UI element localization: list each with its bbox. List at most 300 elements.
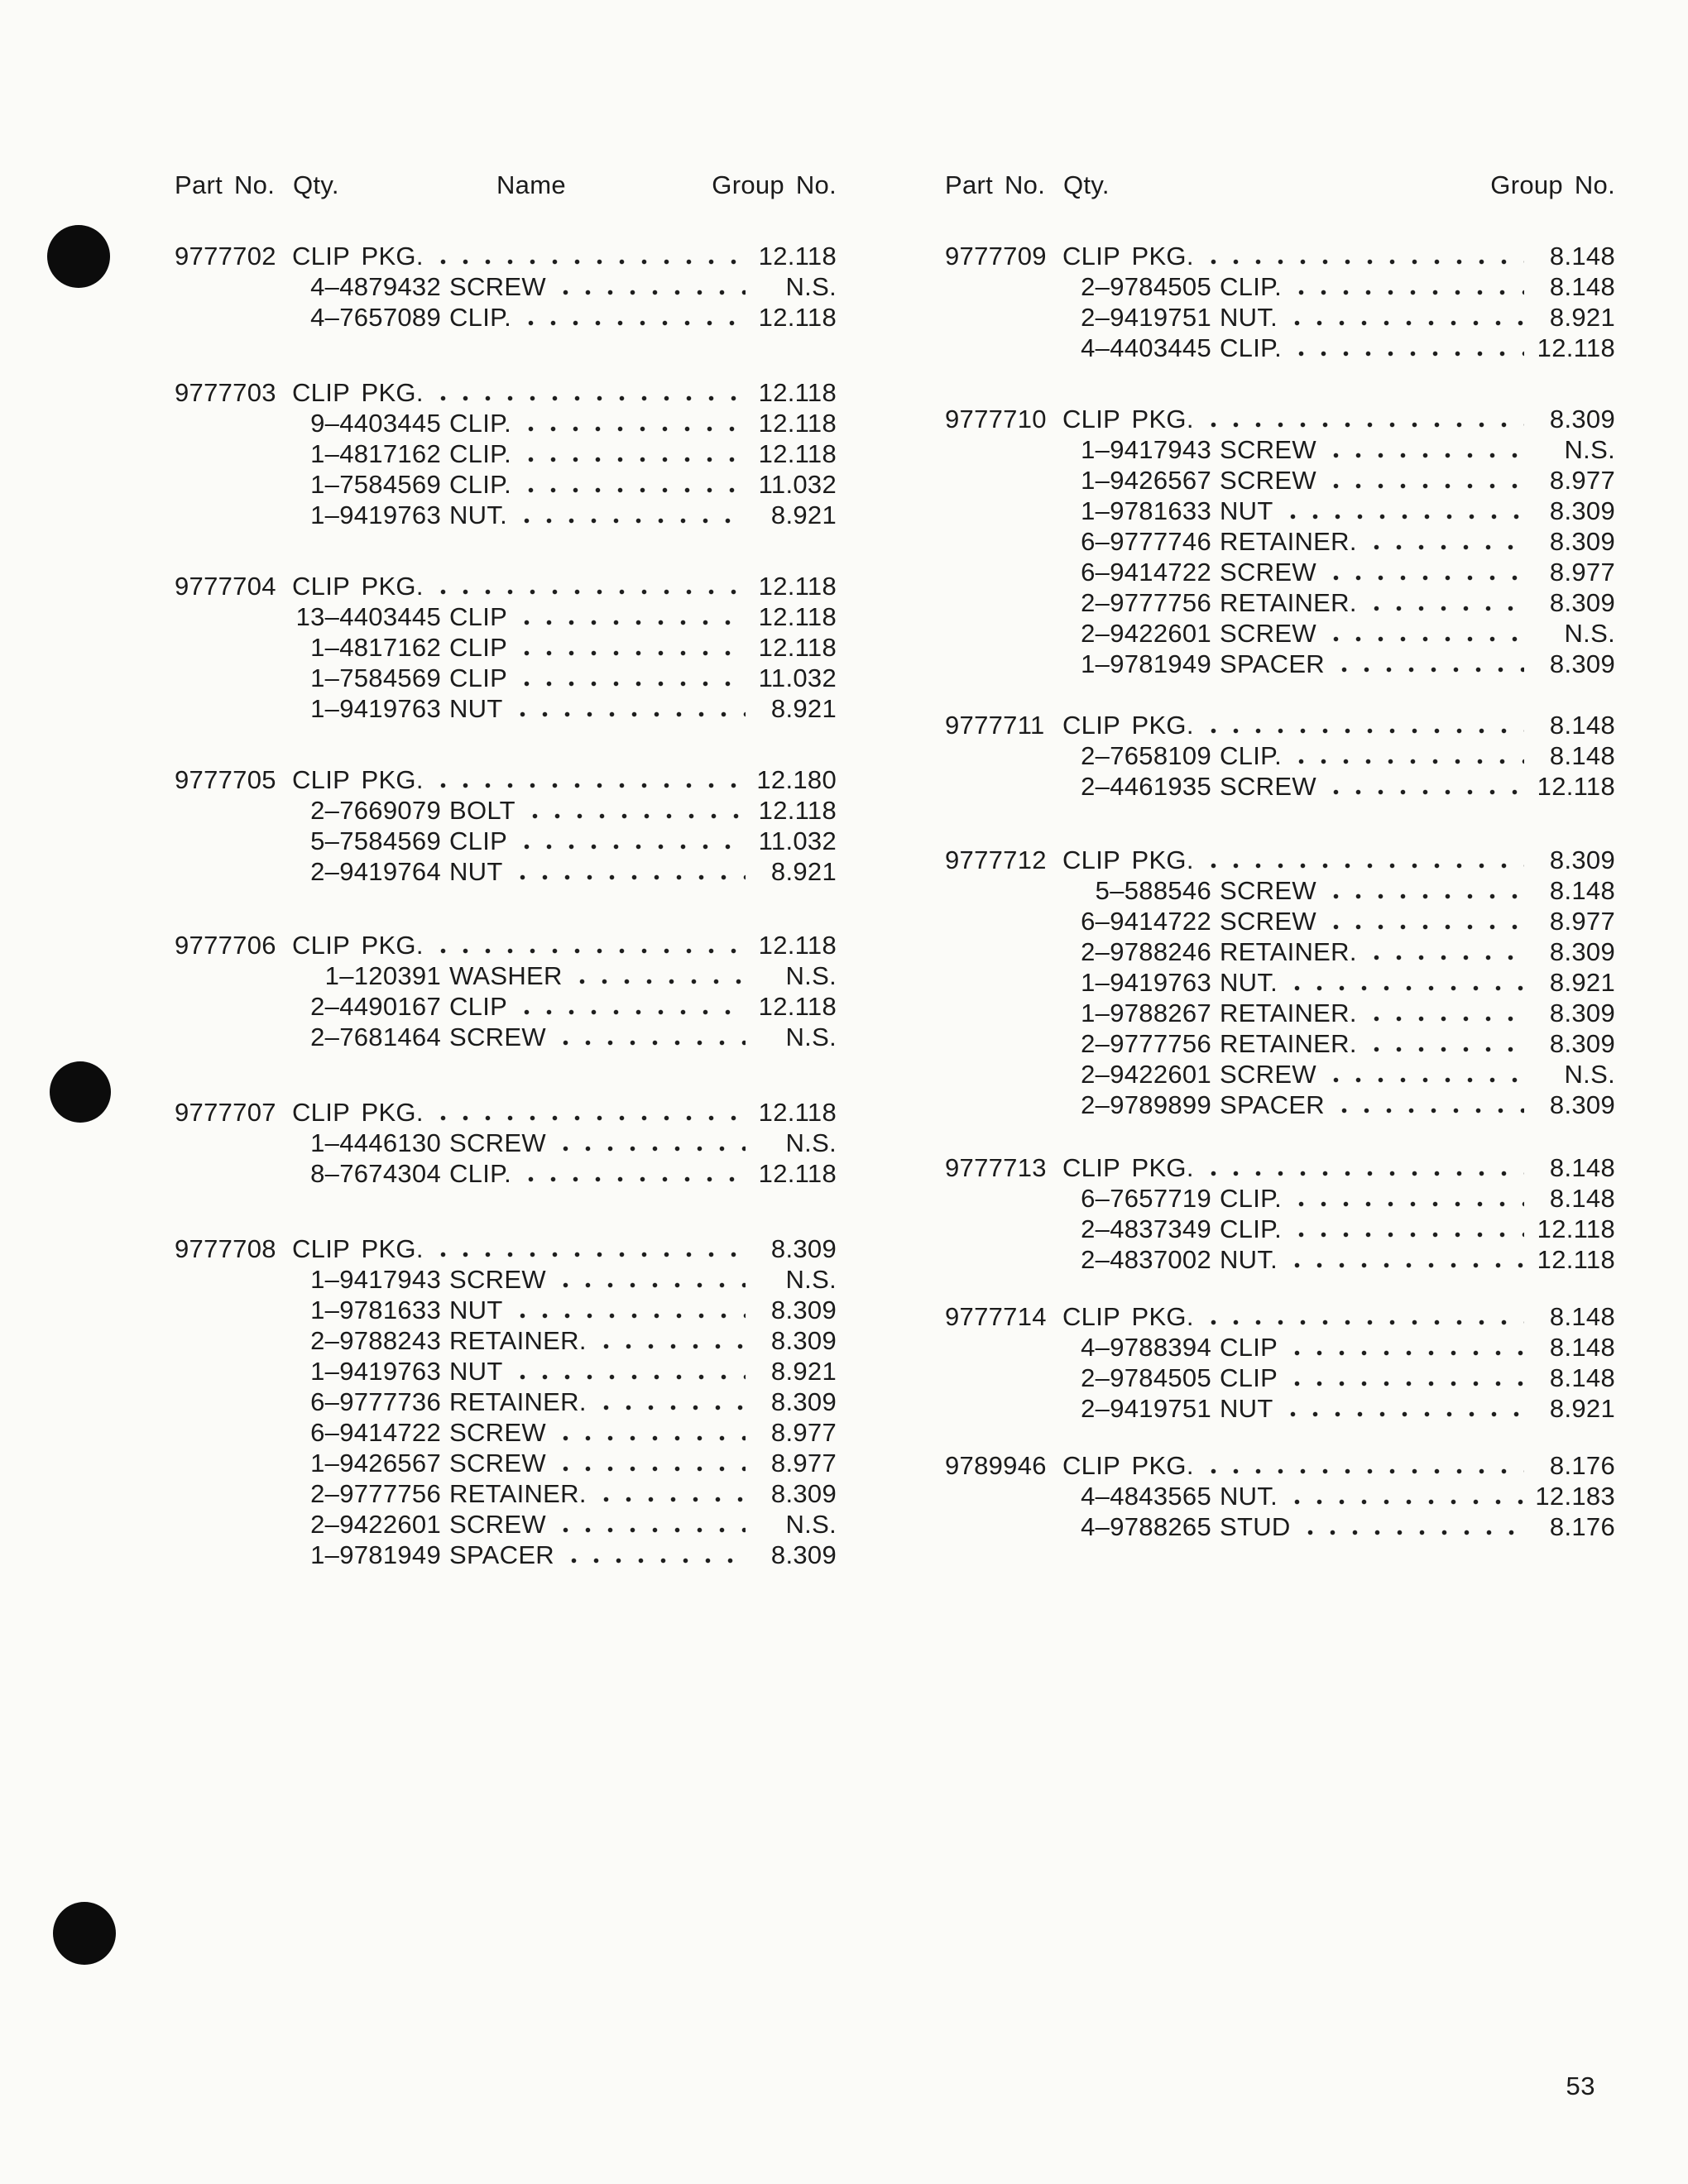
part-number: 9777704 xyxy=(175,572,276,601)
item-qty-part: 2–9777756 xyxy=(1081,1029,1211,1058)
part-number: 9777711 xyxy=(945,711,1045,740)
item-qty-part: 6–9414722 xyxy=(310,1418,441,1447)
header-part-no: Part No. xyxy=(945,170,1046,199)
item-qty-part: 2–9784505 xyxy=(1081,1363,1211,1392)
entry-head-row xyxy=(175,1097,837,1128)
item-name: SCREW xyxy=(1220,558,1316,587)
dot-leader xyxy=(1211,862,1524,869)
part-name: CLIP PKG. xyxy=(1062,242,1194,271)
dot-leader xyxy=(1298,350,1524,357)
entry-head-row xyxy=(945,1152,1615,1183)
item-qty-part: 1–9781633 xyxy=(1081,496,1211,525)
item-qty-part: 2–7658109 xyxy=(1081,741,1211,770)
item-qty-part: 1–120391 xyxy=(324,961,441,990)
item-qty-part: 2–9419751 xyxy=(1081,1394,1211,1423)
item-group-number: 8.921 xyxy=(770,694,837,723)
item-qty-part: 4–9788265 xyxy=(1081,1512,1211,1541)
dot-leader xyxy=(1333,482,1524,490)
item-row xyxy=(175,469,837,500)
item-group-number: 12.118 xyxy=(758,796,837,825)
dot-leader xyxy=(563,1434,746,1442)
item-qty-part: 1–7584569 xyxy=(310,663,441,692)
dot-leader xyxy=(520,1312,746,1320)
item-qty-part: 2–7681464 xyxy=(310,1023,441,1051)
item-list xyxy=(175,408,837,530)
item-row xyxy=(175,795,837,826)
item-row xyxy=(945,465,1615,496)
dot-leader xyxy=(1333,788,1524,796)
item-qty-part: 13–4403445 xyxy=(295,602,441,631)
item-row xyxy=(945,1214,1615,1244)
part-entry xyxy=(945,710,1615,802)
item-group-number: 8.309 xyxy=(1549,496,1615,525)
dot-leader xyxy=(563,289,746,296)
item-row xyxy=(175,1325,837,1356)
part-number: 9777708 xyxy=(175,1234,276,1263)
item-group-number: 8.309 xyxy=(770,1326,837,1355)
item-qty-part: 4–4843565 xyxy=(1081,1482,1211,1511)
item-name: BOLT xyxy=(449,796,516,825)
item-row xyxy=(175,663,837,693)
dot-leader xyxy=(579,978,746,985)
dot-leader xyxy=(524,843,746,850)
item-name: RETAINER. xyxy=(1220,999,1357,1027)
dot-leader xyxy=(524,517,746,524)
dot-leader xyxy=(1298,289,1524,296)
dot-leader xyxy=(1294,984,1524,992)
item-row xyxy=(175,302,837,333)
dot-leader xyxy=(1294,1349,1524,1357)
item-row xyxy=(945,526,1615,557)
part-entry xyxy=(175,930,837,1052)
item-name: SCREW xyxy=(449,1449,546,1478)
item-qty-part: 2–9422601 xyxy=(1081,1060,1211,1089)
item-name: SPACER xyxy=(1220,649,1325,678)
item-row xyxy=(945,649,1615,679)
item-group-number: N.S. xyxy=(785,1265,837,1294)
item-qty-part: 9–4403445 xyxy=(310,409,441,438)
group-number: 8.148 xyxy=(1549,1153,1615,1182)
item-qty-part: 1–4446130 xyxy=(310,1128,441,1157)
item-row xyxy=(945,1481,1615,1511)
dot-leader xyxy=(1294,319,1524,327)
item-name: NUT xyxy=(449,694,503,723)
item-name: CLIP xyxy=(449,826,508,855)
item-group-number: 8.309 xyxy=(1549,1029,1615,1058)
item-name: CLIP. xyxy=(449,439,512,468)
part-number: 9777709 xyxy=(945,242,1047,271)
item-name: SPACER xyxy=(1220,1090,1325,1119)
item-group-number: 12.118 xyxy=(758,992,837,1021)
dot-leader xyxy=(1298,1231,1524,1238)
group-number: 8.148 xyxy=(1549,711,1615,740)
item-qty-part: 1–9419763 xyxy=(1081,968,1211,997)
dot-leader xyxy=(571,1557,746,1564)
item-qty-part: 5–7584569 xyxy=(310,826,441,855)
item-list xyxy=(175,960,837,1052)
item-row xyxy=(175,826,837,856)
item-name: SCREW xyxy=(449,1128,546,1157)
part-name: CLIP PKG. xyxy=(1062,1302,1194,1331)
item-group-number: 8.921 xyxy=(1549,1394,1615,1423)
item-group-number: 8.309 xyxy=(770,1540,837,1569)
entry-head-row xyxy=(175,377,837,408)
dot-leader xyxy=(440,782,746,789)
dot-leader xyxy=(1374,1015,1524,1023)
item-group-number: 8.309 xyxy=(770,1479,837,1508)
item-qty-part: 2–9789899 xyxy=(1081,1090,1211,1119)
item-row xyxy=(175,500,837,530)
item-list xyxy=(175,795,837,887)
item-name: NUT. xyxy=(1220,1482,1278,1511)
item-row xyxy=(945,740,1615,771)
dot-leader xyxy=(1294,1498,1523,1506)
part-name: CLIP PKG. xyxy=(1062,1451,1194,1480)
item-qty-part: 1–7584569 xyxy=(310,470,441,499)
dot-leader xyxy=(528,425,746,433)
item-row xyxy=(945,434,1615,465)
item-row xyxy=(945,1511,1615,1542)
item-name: RETAINER. xyxy=(1220,527,1357,556)
item-name: CLIP xyxy=(449,602,508,631)
item-group-number: 8.921 xyxy=(770,857,837,886)
item-qty-part: 2–9422601 xyxy=(310,1510,441,1539)
item-group-number: 12.118 xyxy=(758,303,837,332)
item-name: CLIP xyxy=(1220,1333,1278,1362)
column-header xyxy=(175,170,837,200)
item-list xyxy=(175,1264,837,1570)
dot-leader xyxy=(563,1039,746,1046)
dot-leader xyxy=(563,1526,746,1534)
item-row xyxy=(945,1183,1615,1214)
item-qty-part: 1–4817162 xyxy=(310,633,441,662)
dot-leader xyxy=(532,812,746,820)
dot-leader xyxy=(1333,1076,1524,1084)
dot-leader xyxy=(603,1343,746,1350)
item-qty-part: 5–588546 xyxy=(1095,876,1211,905)
item-name: SCREW xyxy=(449,1023,546,1051)
item-name: WASHER xyxy=(449,961,563,990)
part-entry xyxy=(945,1301,1615,1424)
dot-leader xyxy=(520,711,746,718)
header-name: Name xyxy=(496,170,566,199)
item-name: RETAINER. xyxy=(449,1326,587,1355)
page-number: 53 xyxy=(1566,2071,1595,2100)
item-name: SCREW xyxy=(1220,772,1316,801)
item-row xyxy=(945,875,1615,906)
dot-leader xyxy=(528,319,746,327)
group-number: 12.118 xyxy=(758,1098,837,1127)
dot-leader xyxy=(440,588,746,596)
item-qty-part: 1–9426567 xyxy=(310,1449,441,1478)
item-list xyxy=(945,271,1615,363)
item-list xyxy=(945,740,1615,802)
item-group-number: 8.148 xyxy=(1549,741,1615,770)
item-qty-part: 2–4837349 xyxy=(1081,1214,1211,1243)
dot-leader xyxy=(1294,1380,1524,1387)
part-name: CLIP PKG. xyxy=(292,1234,424,1263)
item-name: CLIP. xyxy=(1220,1184,1283,1213)
item-qty-part: 2–9777756 xyxy=(310,1479,441,1508)
item-name: NUT. xyxy=(1220,303,1278,332)
item-name: CLIP. xyxy=(1220,1214,1283,1243)
item-group-number: N.S. xyxy=(1564,1060,1615,1089)
part-name: CLIP PKG. xyxy=(1062,711,1194,740)
item-group-number: 8.309 xyxy=(1549,937,1615,966)
item-name: SCREW xyxy=(449,272,546,301)
item-row xyxy=(945,936,1615,967)
item-row xyxy=(175,1387,837,1417)
dot-leader xyxy=(440,1114,746,1122)
binder-hole-dot xyxy=(50,1061,111,1123)
item-row xyxy=(175,1264,837,1295)
item-row xyxy=(175,991,837,1022)
item-name: NUT xyxy=(449,1357,503,1386)
item-group-number: N.S. xyxy=(1564,435,1615,464)
part-number: 9777713 xyxy=(945,1153,1047,1182)
item-row xyxy=(175,1448,837,1478)
dot-leader xyxy=(440,1251,746,1258)
item-name: NUT. xyxy=(1220,968,1278,997)
item-group-number: 8.148 xyxy=(1549,1363,1615,1392)
item-group-number: 8.921 xyxy=(770,500,837,529)
item-group-number: 12.118 xyxy=(1537,333,1615,362)
part-name: CLIP PKG. xyxy=(292,572,424,601)
entry-head-row xyxy=(945,1301,1615,1332)
part-entry xyxy=(945,404,1615,679)
dot-leader xyxy=(1294,1262,1524,1269)
dot-leader xyxy=(1211,421,1524,429)
part-entry xyxy=(175,764,837,887)
item-group-number: 8.977 xyxy=(770,1418,837,1447)
item-group-number: 12.118 xyxy=(1537,1214,1615,1243)
item-group-number: 12.118 xyxy=(758,439,837,468)
item-name: CLIP. xyxy=(1220,741,1283,770)
header-qty: Qty. xyxy=(293,170,339,199)
part-name: CLIP PKG. xyxy=(1062,845,1194,874)
item-qty-part: 1–9781633 xyxy=(310,1296,441,1324)
part-number: 9777712 xyxy=(945,845,1047,874)
header-group-no: Group No. xyxy=(1490,170,1615,199)
item-name: SCREW xyxy=(1220,907,1316,936)
part-entry xyxy=(175,1233,837,1570)
item-name: RETAINER. xyxy=(1220,588,1357,617)
part-number: 9777714 xyxy=(945,1302,1047,1331)
item-qty-part: 1–9781949 xyxy=(1081,649,1211,678)
dot-leader xyxy=(524,619,746,626)
dot-leader xyxy=(1341,1107,1524,1114)
item-qty-part: 1–9426567 xyxy=(1081,466,1211,495)
item-row xyxy=(945,587,1615,618)
item-name: SPACER xyxy=(449,1540,554,1569)
item-group-number: 12.183 xyxy=(1535,1482,1615,1511)
entry-head-row xyxy=(175,241,837,271)
item-row xyxy=(175,1128,837,1158)
item-row xyxy=(945,1332,1615,1363)
dot-leader xyxy=(1290,1410,1524,1418)
item-row xyxy=(175,1295,837,1325)
binder-hole-dot xyxy=(53,1902,116,1965)
item-name: SCREW xyxy=(449,1265,546,1294)
item-row xyxy=(945,967,1615,998)
item-name: SCREW xyxy=(1220,435,1316,464)
item-row xyxy=(175,1478,837,1509)
item-group-number: 12.118 xyxy=(758,602,837,631)
part-entry xyxy=(175,377,837,530)
item-qty-part: 6–9777746 xyxy=(1081,527,1211,556)
item-row xyxy=(945,906,1615,936)
item-group-number: 8.309 xyxy=(770,1296,837,1324)
dot-leader xyxy=(1211,1468,1524,1475)
dot-leader xyxy=(524,680,746,687)
item-qty-part: 1–9417943 xyxy=(310,1265,441,1294)
item-name: NUT xyxy=(1220,1394,1273,1423)
item-qty-part: 1–9788267 xyxy=(1081,999,1211,1027)
entry-head-row xyxy=(945,845,1615,875)
parts-column-left xyxy=(175,170,837,1570)
item-row xyxy=(945,333,1615,363)
part-name: CLIP PKG. xyxy=(1062,1153,1194,1182)
entry-head-row xyxy=(175,930,837,960)
item-qty-part: 2–7669079 xyxy=(310,796,441,825)
dot-leader xyxy=(1290,513,1524,520)
dot-leader xyxy=(1333,635,1524,643)
item-group-number: 8.977 xyxy=(1549,907,1615,936)
item-list xyxy=(945,1481,1615,1542)
item-name: SCREW xyxy=(1220,876,1316,905)
item-row xyxy=(945,1028,1615,1059)
dot-leader xyxy=(528,486,746,494)
item-group-number: 12.118 xyxy=(758,1159,837,1188)
dot-leader xyxy=(528,456,746,463)
item-name: CLIP. xyxy=(1220,333,1283,362)
item-row xyxy=(175,271,837,302)
item-row xyxy=(175,601,837,632)
entry-list xyxy=(945,241,1615,1542)
dot-leader xyxy=(520,1373,746,1381)
item-qty-part: 2–9419751 xyxy=(1081,303,1211,332)
entry-head-row xyxy=(945,241,1615,271)
dot-leader xyxy=(1211,727,1524,735)
item-qty-part: 2–9777756 xyxy=(1081,588,1211,617)
dot-leader xyxy=(1298,758,1524,765)
item-qty-part: 2–4837002 xyxy=(1081,1245,1211,1274)
item-group-number: 8.309 xyxy=(770,1387,837,1416)
item-qty-part: 2–9422601 xyxy=(1081,619,1211,648)
item-qty-part: 2–4490167 xyxy=(310,992,441,1021)
item-row xyxy=(945,618,1615,649)
item-name: SCREW xyxy=(449,1510,546,1539)
dot-leader xyxy=(1211,258,1524,266)
item-group-number: 8.309 xyxy=(1549,999,1615,1027)
item-group-number: N.S. xyxy=(785,1128,837,1157)
item-name: CLIP. xyxy=(449,303,512,332)
dot-leader xyxy=(528,1176,746,1183)
column-header xyxy=(945,170,1615,200)
item-row xyxy=(945,771,1615,802)
header-group-no: Group No. xyxy=(712,170,837,199)
item-group-number: 8.309 xyxy=(1549,527,1615,556)
group-number: 12.118 xyxy=(758,572,837,601)
group-number: 8.148 xyxy=(1549,1302,1615,1331)
item-row xyxy=(945,1244,1615,1275)
item-row xyxy=(175,408,837,438)
item-row xyxy=(945,998,1615,1028)
item-qty-part: 4–9788394 xyxy=(1081,1333,1211,1362)
part-name: CLIP PKG. xyxy=(292,378,424,407)
item-qty-part: 1–4817162 xyxy=(310,439,441,468)
item-row xyxy=(175,693,837,724)
dot-leader xyxy=(1333,452,1524,459)
item-name: NUT. xyxy=(449,500,508,529)
item-group-number: 8.977 xyxy=(1549,558,1615,587)
item-name: SCREW xyxy=(1220,1060,1316,1089)
header-qty: Qty. xyxy=(1063,170,1110,199)
dot-leader xyxy=(563,1281,746,1289)
item-list xyxy=(945,1332,1615,1424)
item-name: CLIP xyxy=(449,992,508,1021)
item-group-number: 12.118 xyxy=(1537,772,1615,801)
part-name: CLIP PKG. xyxy=(292,1098,424,1127)
item-group-number: 8.148 xyxy=(1549,272,1615,301)
dot-leader xyxy=(1307,1529,1524,1536)
dot-leader xyxy=(1374,605,1524,612)
entry-head-row xyxy=(945,404,1615,434)
item-qty-part: 6–7657719 xyxy=(1081,1184,1211,1213)
item-name: CLIP xyxy=(449,633,508,662)
part-number: 9789946 xyxy=(945,1451,1047,1480)
group-number: 8.148 xyxy=(1549,242,1615,271)
group-number: 8.309 xyxy=(770,1234,837,1263)
dot-leader xyxy=(1341,666,1524,673)
group-number: 12.118 xyxy=(758,931,837,960)
item-name: NUT xyxy=(449,1296,503,1324)
item-group-number: 8.309 xyxy=(1549,649,1615,678)
item-group-number: N.S. xyxy=(785,961,837,990)
item-name: SCREW xyxy=(1220,619,1316,648)
item-group-number: 8.148 xyxy=(1549,1333,1615,1362)
item-qty-part: 1–9419763 xyxy=(310,694,441,723)
item-group-number: 8.309 xyxy=(1549,588,1615,617)
dot-leader xyxy=(440,395,746,402)
dot-leader xyxy=(1211,1319,1524,1326)
dot-leader xyxy=(524,649,746,657)
item-qty-part: 4–4879432 xyxy=(310,272,441,301)
item-group-number: N.S. xyxy=(785,272,837,301)
item-row xyxy=(175,1509,837,1540)
item-qty-part: 8–7674304 xyxy=(310,1159,441,1188)
dot-leader xyxy=(1374,1046,1524,1053)
part-number: 9777706 xyxy=(175,931,276,960)
item-qty-part: 1–9781949 xyxy=(310,1540,441,1569)
item-name: CLIP xyxy=(449,663,508,692)
item-row xyxy=(175,960,837,991)
item-row xyxy=(945,557,1615,587)
part-entry xyxy=(175,571,837,724)
group-number: 8.309 xyxy=(1549,845,1615,874)
part-entry xyxy=(175,1097,837,1189)
part-name: CLIP PKG. xyxy=(292,242,424,271)
item-row xyxy=(175,1158,837,1189)
item-name: RETAINER. xyxy=(449,1479,587,1508)
item-name: SCREW xyxy=(1220,466,1316,495)
group-number: 12.118 xyxy=(758,242,837,271)
group-number: 8.176 xyxy=(1549,1451,1615,1480)
part-name: CLIP PKG. xyxy=(292,765,424,794)
part-entry xyxy=(945,241,1615,363)
entry-head-row xyxy=(175,571,837,601)
item-group-number: 8.309 xyxy=(1549,1090,1615,1119)
